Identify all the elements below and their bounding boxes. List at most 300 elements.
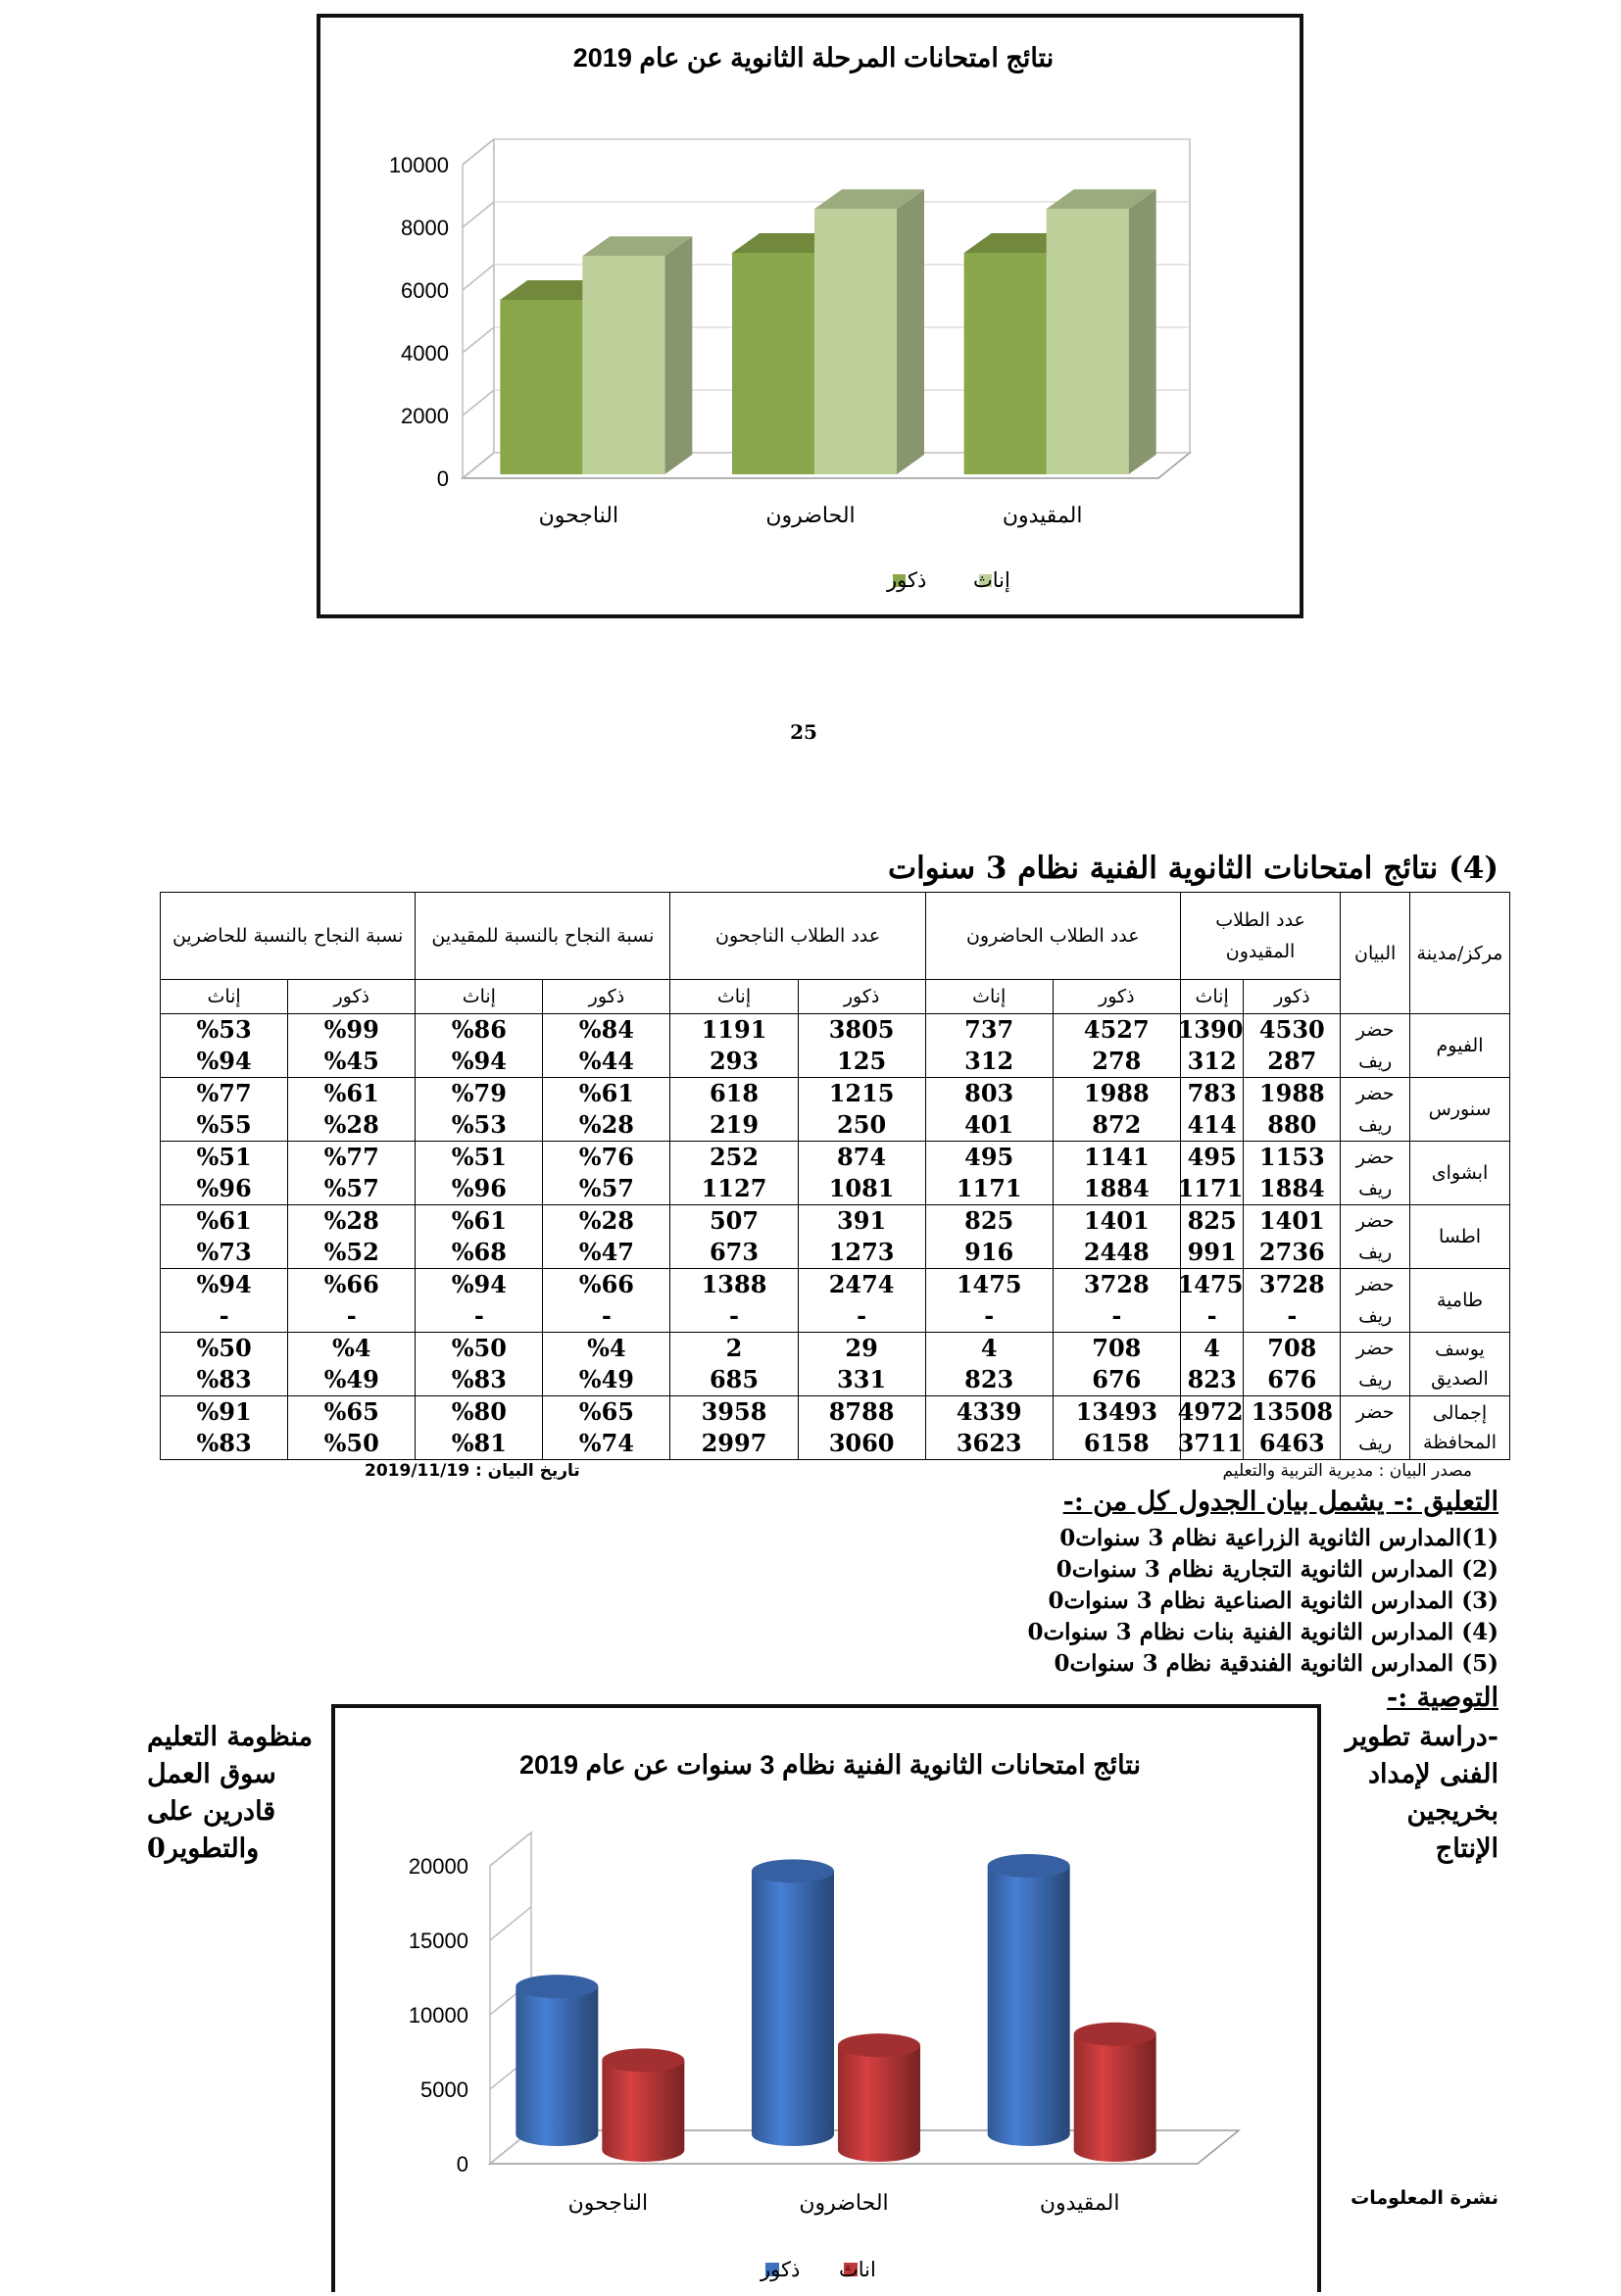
- value-cell: [416, 1269, 543, 1333]
- value-cell: [1244, 1269, 1341, 1333]
- area-type-cell: [1341, 1269, 1410, 1333]
- value-cell: [416, 1142, 543, 1205]
- cell-value: 676: [1092, 1365, 1142, 1393]
- cell-value: %28: [323, 1206, 379, 1235]
- recommendation-line: منظومة التعليم: [147, 1722, 314, 1752]
- chart2-legend-label: اناث: [839, 2259, 876, 2281]
- bulletin-label: نشرة المعلومات: [1351, 2187, 1498, 2209]
- city-cell: طامية: [1410, 1269, 1510, 1333]
- value-cell: [161, 1269, 288, 1333]
- cell-value: 4530: [1258, 1015, 1325, 1044]
- area-type: ريف: [1358, 1114, 1393, 1136]
- cell-value: 29: [845, 1334, 878, 1362]
- cell-value: %83: [196, 1365, 252, 1393]
- cell-value: 2448: [1083, 1238, 1150, 1266]
- chart2-legend-label: ذكور: [761, 2259, 801, 2281]
- value-cell: [798, 1205, 925, 1269]
- subheader-male: ذكور: [543, 980, 670, 1014]
- chart1-bar-side: [664, 236, 692, 474]
- recommendation-line: والتطوير0: [147, 1833, 260, 1864]
- page-number: 25: [790, 720, 817, 744]
- comment-item: (4) المدارس الثانوية الفنية بنات نظام 3 سنوات0: [1027, 1619, 1498, 1645]
- subheader-female: إناث: [161, 980, 288, 1014]
- cell-value: 3805: [828, 1015, 895, 1044]
- cell-value: -: [1206, 1301, 1217, 1330]
- cell-value: %94: [451, 1047, 507, 1075]
- cell-value: 823: [1187, 1365, 1237, 1393]
- cell-value: 618: [709, 1079, 760, 1107]
- data-source: مصدر البيان : مديرية التربية والتعليم: [1222, 1461, 1472, 1481]
- cell-value: %49: [323, 1365, 379, 1393]
- cell-value: 783: [1187, 1079, 1237, 1107]
- cell-value: 1153: [1258, 1143, 1325, 1171]
- area-type: ريف: [1358, 1369, 1393, 1391]
- value-cell: [925, 1078, 1053, 1142]
- value-cell: [1177, 1014, 1244, 1078]
- chart1-category-label: الحاضرون: [765, 503, 856, 527]
- cell-value: 825: [1187, 1206, 1237, 1235]
- table-row: [161, 1014, 1510, 1078]
- cell-value: %55: [196, 1110, 252, 1139]
- value-cell: [288, 1333, 416, 1396]
- area-type: ريف: [1358, 1050, 1393, 1072]
- cell-value: 685: [709, 1365, 760, 1393]
- chart1-frame: [317, 14, 1303, 618]
- value-cell: [416, 1014, 543, 1078]
- cell-value: 1127: [701, 1174, 767, 1202]
- value-cell: [1177, 1396, 1244, 1460]
- value-cell: [670, 1396, 798, 1460]
- subheader-female: إناث: [416, 980, 543, 1014]
- chart1-ytick-label: 0: [436, 466, 449, 491]
- value-cell: [1053, 1205, 1180, 1269]
- area-type: ريف: [1358, 1305, 1393, 1327]
- cell-value: 125: [837, 1047, 887, 1075]
- cell-value: %84: [578, 1015, 634, 1044]
- cell-value: 8788: [828, 1397, 895, 1426]
- area-type: حضر: [1355, 1083, 1395, 1104]
- cell-value: %53: [451, 1110, 507, 1139]
- cell-value: %51: [451, 1143, 507, 1171]
- value-cell: [543, 1396, 670, 1460]
- value-cell: [670, 1205, 798, 1269]
- value-cell: [543, 1205, 670, 1269]
- value-cell: [288, 1396, 416, 1460]
- cell-value: %65: [323, 1397, 379, 1426]
- value-cell: [416, 1333, 543, 1396]
- area-type-cell: [1341, 1142, 1410, 1205]
- city-cell: اطسا: [1410, 1205, 1510, 1269]
- value-cell: [288, 1205, 416, 1269]
- chart1-legend-label: إناث: [973, 569, 1010, 592]
- cell-value: %61: [196, 1206, 252, 1235]
- cell-value: 1273: [828, 1238, 895, 1266]
- cell-value: 1215: [828, 1079, 895, 1107]
- value-cell: [1053, 1014, 1180, 1078]
- cell-value: 1141: [1083, 1143, 1150, 1171]
- cell-value: 4972: [1177, 1397, 1244, 1426]
- value-cell: [925, 1269, 1053, 1333]
- chart1-bar: [500, 300, 582, 474]
- cell-value: 287: [1267, 1047, 1317, 1075]
- comment-item: (3) المدارس الثانوية الصناعية نظام 3 سنوات0: [1048, 1588, 1498, 1614]
- cell-value: 2: [725, 1334, 743, 1362]
- cell-value: 874: [837, 1143, 887, 1171]
- city-cell: ابشواى: [1410, 1142, 1510, 1205]
- table-row: [161, 1205, 1510, 1269]
- recommendation-line: سوق العمل: [147, 1759, 276, 1789]
- comment-title: التعليق :- يشمل بيان الجدول كل من :-: [1062, 1487, 1498, 1517]
- cell-value: %77: [323, 1143, 379, 1171]
- header-city: مركز/مدينة: [1410, 893, 1510, 1014]
- cell-value: 278: [1092, 1047, 1142, 1075]
- table-row: [161, 1078, 1510, 1142]
- value-cell: [1180, 1333, 1244, 1396]
- cell-value: 3060: [828, 1429, 895, 1457]
- cell-value: 331: [837, 1365, 887, 1393]
- cell-value: 219: [709, 1110, 760, 1139]
- cell-value: 2736: [1258, 1238, 1325, 1266]
- comment-item: (5) المدارس الثانوية الفندقية نظام 3 سنوات0: [1054, 1650, 1498, 1677]
- cell-value: 1884: [1258, 1174, 1325, 1202]
- cell-value: -: [1111, 1301, 1122, 1330]
- cell-value: -: [984, 1301, 995, 1330]
- data-date: تاريخ البيان : 2019/11/19: [365, 1461, 580, 1481]
- cell-value: 916: [964, 1238, 1014, 1266]
- chart1-bar: [814, 209, 897, 474]
- chart1-bar-side: [1129, 189, 1156, 474]
- cell-value: %77: [196, 1079, 252, 1107]
- chart2-cylinder-top: [1074, 2023, 1156, 2046]
- subheader-female: إناث: [670, 980, 798, 1014]
- cell-value: 880: [1267, 1110, 1317, 1139]
- area-type: حضر: [1355, 1147, 1395, 1168]
- value-cell: [1053, 1333, 1180, 1396]
- cell-value: -: [601, 1301, 612, 1330]
- cell-value: 1884: [1083, 1174, 1150, 1202]
- cell-value: 803: [964, 1079, 1014, 1107]
- value-cell: [543, 1269, 670, 1333]
- cell-value: 3728: [1258, 1270, 1325, 1298]
- results-table: [160, 892, 1510, 1460]
- cell-value: %4: [587, 1334, 626, 1362]
- chart2-category-label: الناجحون: [567, 2190, 649, 2215]
- chart2-category-label: المقيدون: [1039, 2190, 1120, 2215]
- value-cell: [670, 1014, 798, 1078]
- cell-value: 4: [980, 1334, 998, 1362]
- cell-value: %68: [451, 1238, 507, 1266]
- subheader-female: إناث: [1180, 980, 1244, 1014]
- value-cell: [1244, 1396, 1341, 1460]
- value-cell: [161, 1333, 288, 1396]
- cell-value: %65: [578, 1397, 634, 1426]
- cell-value: 252: [709, 1143, 760, 1171]
- chart2-cylinder-top: [752, 1859, 834, 1882]
- cell-value: 2474: [828, 1270, 895, 1298]
- cell-value: 4527: [1083, 1015, 1150, 1044]
- cell-value: 737: [964, 1015, 1014, 1044]
- cell-value: 293: [709, 1047, 760, 1075]
- subheader-male: ذكور: [288, 980, 416, 1014]
- value-cell: [543, 1333, 670, 1396]
- area-type-cell: [1341, 1205, 1410, 1269]
- area-type: حضر: [1355, 1019, 1395, 1041]
- value-cell: [288, 1078, 416, 1142]
- cell-value: 6463: [1258, 1429, 1325, 1457]
- cell-value: 1171: [1177, 1174, 1244, 1202]
- chart1-ytick-label: 6000: [401, 278, 449, 303]
- city-cell: الفيوم: [1410, 1014, 1510, 1078]
- value-cell: [1244, 1142, 1341, 1205]
- cell-value: 414: [1187, 1110, 1237, 1139]
- chart1-side-wall: [463, 139, 494, 478]
- cell-value: 250: [837, 1110, 887, 1139]
- cell-value: 991: [1187, 1238, 1237, 1266]
- value-cell: [416, 1078, 543, 1142]
- chart2-ytick-label: 5000: [420, 2077, 468, 2102]
- area-type-cell: [1341, 1014, 1410, 1078]
- chart1-bar: [1047, 209, 1129, 474]
- cell-value: 708: [1092, 1334, 1142, 1362]
- table-row: [161, 1396, 1510, 1460]
- header-enrolled: عدد الطلاب المقيدون: [1180, 893, 1340, 980]
- value-cell: [161, 1142, 288, 1205]
- value-cell: [925, 1014, 1053, 1078]
- header-present: عدد الطلاب الحاضرون: [925, 893, 1180, 980]
- chart2-cylinder: [1074, 2034, 1156, 2162]
- cell-value: %94: [451, 1270, 507, 1298]
- cell-value: %81: [451, 1429, 507, 1457]
- cell-value: 673: [709, 1238, 760, 1266]
- value-cell: [1180, 1205, 1244, 1269]
- value-cell: [1177, 1269, 1244, 1333]
- cell-value: %83: [451, 1365, 507, 1393]
- recommendation-line: الفنى لإمداد: [1368, 1759, 1498, 1789]
- table-row: [161, 1269, 1510, 1333]
- value-cell: [1177, 1142, 1244, 1205]
- cell-value: %66: [578, 1270, 634, 1298]
- value-cell: [925, 1396, 1053, 1460]
- cell-value: 391: [837, 1206, 887, 1235]
- value-cell: [798, 1014, 925, 1078]
- section-title: (4) نتائج امتحانات الثانوية الفنية نظام 3 سنوات: [887, 851, 1498, 886]
- cell-value: 1988: [1258, 1079, 1325, 1107]
- value-cell: [1244, 1333, 1341, 1396]
- area-type: حضر: [1355, 1401, 1395, 1423]
- cell-value: %94: [196, 1270, 252, 1298]
- cell-value: 4339: [956, 1397, 1022, 1426]
- cell-value: 3711: [1177, 1429, 1244, 1457]
- city-cell: سنورس: [1410, 1078, 1510, 1142]
- chart1-category-label: الناجحون: [538, 503, 619, 527]
- cell-value: %51: [196, 1143, 252, 1171]
- chart1-bar: [732, 253, 814, 474]
- value-cell: [416, 1396, 543, 1460]
- recommendation-line: قادرين على: [147, 1796, 276, 1827]
- comment-item: (1)المدارس الثانوية الزراعية نظام 3 سنوات0: [1059, 1525, 1498, 1551]
- value-cell: [670, 1333, 798, 1396]
- cell-value: %57: [323, 1174, 379, 1202]
- chart1-bar: [582, 256, 664, 474]
- subheader-male: ذكور: [1053, 980, 1180, 1014]
- city-cell: يوسف الصديق: [1410, 1333, 1510, 1396]
- cell-value: 13493: [1075, 1397, 1158, 1426]
- cell-value: -: [1287, 1301, 1298, 1330]
- cell-value: 6158: [1083, 1429, 1150, 1457]
- value-cell: [1244, 1205, 1341, 1269]
- chart2-ytick-label: 0: [456, 2152, 468, 2176]
- cell-value: %53: [196, 1015, 252, 1044]
- chart2-category-label: الحاضرون: [799, 2190, 889, 2215]
- area-type: حضر: [1355, 1338, 1395, 1359]
- value-cell: [543, 1014, 670, 1078]
- chart2-ytick-label: 15000: [408, 1929, 468, 1953]
- value-cell: [925, 1333, 1053, 1396]
- chart1-ytick-label: 2000: [401, 404, 449, 428]
- cell-value: 312: [1187, 1047, 1237, 1075]
- value-cell: [543, 1078, 670, 1142]
- cell-value: %50: [196, 1334, 252, 1362]
- value-cell: [670, 1078, 798, 1142]
- cell-value: 507: [709, 1206, 760, 1235]
- value-cell: [1053, 1269, 1180, 1333]
- cell-value: 1475: [1177, 1270, 1244, 1298]
- header-statement: البيان: [1341, 893, 1410, 1014]
- area-type: ريف: [1358, 1433, 1393, 1454]
- cell-value: -: [346, 1301, 357, 1330]
- cell-value: %49: [578, 1365, 634, 1393]
- cell-value: %50: [451, 1334, 507, 1362]
- cell-value: 4: [1203, 1334, 1220, 1362]
- comment-item: (2) المدارس الثانوية التجارية نظام 3 سنوات0: [1056, 1556, 1498, 1583]
- value-cell: [798, 1396, 925, 1460]
- cell-value: %28: [578, 1110, 634, 1139]
- cell-value: 823: [964, 1365, 1014, 1393]
- cell-value: -: [219, 1301, 229, 1330]
- value-cell: [798, 1142, 925, 1205]
- cell-value: %61: [323, 1079, 379, 1107]
- value-cell: [288, 1142, 416, 1205]
- cell-value: 495: [1187, 1143, 1237, 1171]
- cell-value: 401: [964, 1110, 1014, 1139]
- value-cell: [1244, 1014, 1341, 1078]
- value-cell: [798, 1078, 925, 1142]
- chart2-ytick-label: 20000: [408, 1854, 468, 1879]
- chart1-category-label: المقيدون: [1002, 503, 1083, 527]
- cell-value: %79: [451, 1079, 507, 1107]
- value-cell: [288, 1014, 416, 1078]
- chart2-cylinder-top: [516, 1975, 598, 1998]
- area-type-cell: [1341, 1396, 1410, 1460]
- cell-value: 708: [1267, 1334, 1317, 1362]
- chart2-frame: [331, 1704, 1321, 2292]
- cell-value: %28: [578, 1206, 634, 1235]
- recommendation-line: الإنتاج: [1435, 1833, 1498, 1864]
- cell-value: 3728: [1083, 1270, 1150, 1298]
- value-cell: [1053, 1078, 1180, 1142]
- cell-value: -: [857, 1301, 867, 1330]
- cell-value: %44: [578, 1047, 634, 1075]
- area-type-cell: [1341, 1078, 1410, 1142]
- cell-value: %57: [578, 1174, 634, 1202]
- area-type: حضر: [1355, 1210, 1395, 1232]
- recommendation-line: بخريجين: [1406, 1796, 1498, 1827]
- chart2-cylinder: [602, 2060, 684, 2162]
- chart1-ytick-label: 10000: [388, 153, 449, 177]
- chart2-title: نتائج امتحانات الثانوية الفنية نظام 3 سنوات عن عام 2019: [518, 1750, 1142, 1780]
- cell-value: -: [473, 1301, 484, 1330]
- value-cell: [925, 1205, 1053, 1269]
- cell-value: 312: [964, 1047, 1014, 1075]
- value-cell: [161, 1014, 288, 1078]
- cell-value: %91: [196, 1397, 252, 1426]
- cell-value: %4: [331, 1334, 371, 1362]
- chart2-cylinder: [516, 1986, 598, 2146]
- table-row: [161, 1142, 1510, 1205]
- chart2-cylinder-top: [602, 2048, 684, 2072]
- area-type: ريف: [1358, 1178, 1393, 1199]
- chart2-cylinder: [838, 2045, 920, 2162]
- recommendation-line: -دراسة تطوير: [1345, 1722, 1498, 1752]
- subheader-female: إناث: [925, 980, 1053, 1014]
- value-cell: [161, 1396, 288, 1460]
- value-cell: [1053, 1396, 1180, 1460]
- chart1-bar: [964, 253, 1047, 474]
- value-cell: [798, 1333, 925, 1396]
- cell-value: 1401: [1083, 1206, 1150, 1235]
- cell-value: 1401: [1258, 1206, 1325, 1235]
- value-cell: [670, 1269, 798, 1333]
- value-cell: [161, 1078, 288, 1142]
- cell-value: -: [729, 1301, 739, 1330]
- chart2-ytick-label: 10000: [408, 2003, 468, 2027]
- header-pass-rate-enrolled: نسبة النجاح بالنسبة للمقيدين: [416, 893, 670, 980]
- cell-value: %83: [196, 1429, 252, 1457]
- cell-value: %28: [323, 1110, 379, 1139]
- cell-value: %76: [578, 1143, 634, 1171]
- chart2-cylinder-top: [988, 1854, 1070, 1878]
- area-type: حضر: [1355, 1274, 1395, 1295]
- cell-value: %47: [578, 1238, 634, 1266]
- cell-value: 1988: [1083, 1079, 1150, 1107]
- cell-value: %61: [578, 1079, 634, 1107]
- area-type: ريف: [1358, 1242, 1393, 1263]
- chart1-bar-side: [897, 189, 924, 474]
- cell-value: %45: [323, 1047, 379, 1075]
- cell-value: 676: [1267, 1365, 1317, 1393]
- value-cell: [161, 1205, 288, 1269]
- cell-value: %50: [323, 1429, 379, 1457]
- chart2-cylinder: [752, 1871, 834, 2146]
- cell-value: 3623: [956, 1429, 1022, 1457]
- value-cell: [798, 1269, 925, 1333]
- cell-value: %66: [323, 1270, 379, 1298]
- cell-value: 825: [964, 1206, 1014, 1235]
- cell-value: %74: [578, 1429, 634, 1457]
- cell-value: 2997: [701, 1429, 767, 1457]
- cell-value: %86: [451, 1015, 507, 1044]
- chart1-title: نتائج امتحانات المرحلة الثانوية عن عام 2019: [572, 43, 1055, 73]
- subheader-male: ذكور: [1244, 980, 1341, 1014]
- chart2-cylinder-top: [838, 2033, 920, 2057]
- chart1-ytick-label: 4000: [401, 341, 449, 366]
- cell-value: %99: [323, 1015, 379, 1044]
- cell-value: 13508: [1251, 1397, 1334, 1426]
- cell-value: 1171: [956, 1174, 1022, 1202]
- table-row: [161, 1333, 1510, 1396]
- cell-value: %61: [451, 1206, 507, 1235]
- subheader-male: ذكور: [798, 980, 925, 1014]
